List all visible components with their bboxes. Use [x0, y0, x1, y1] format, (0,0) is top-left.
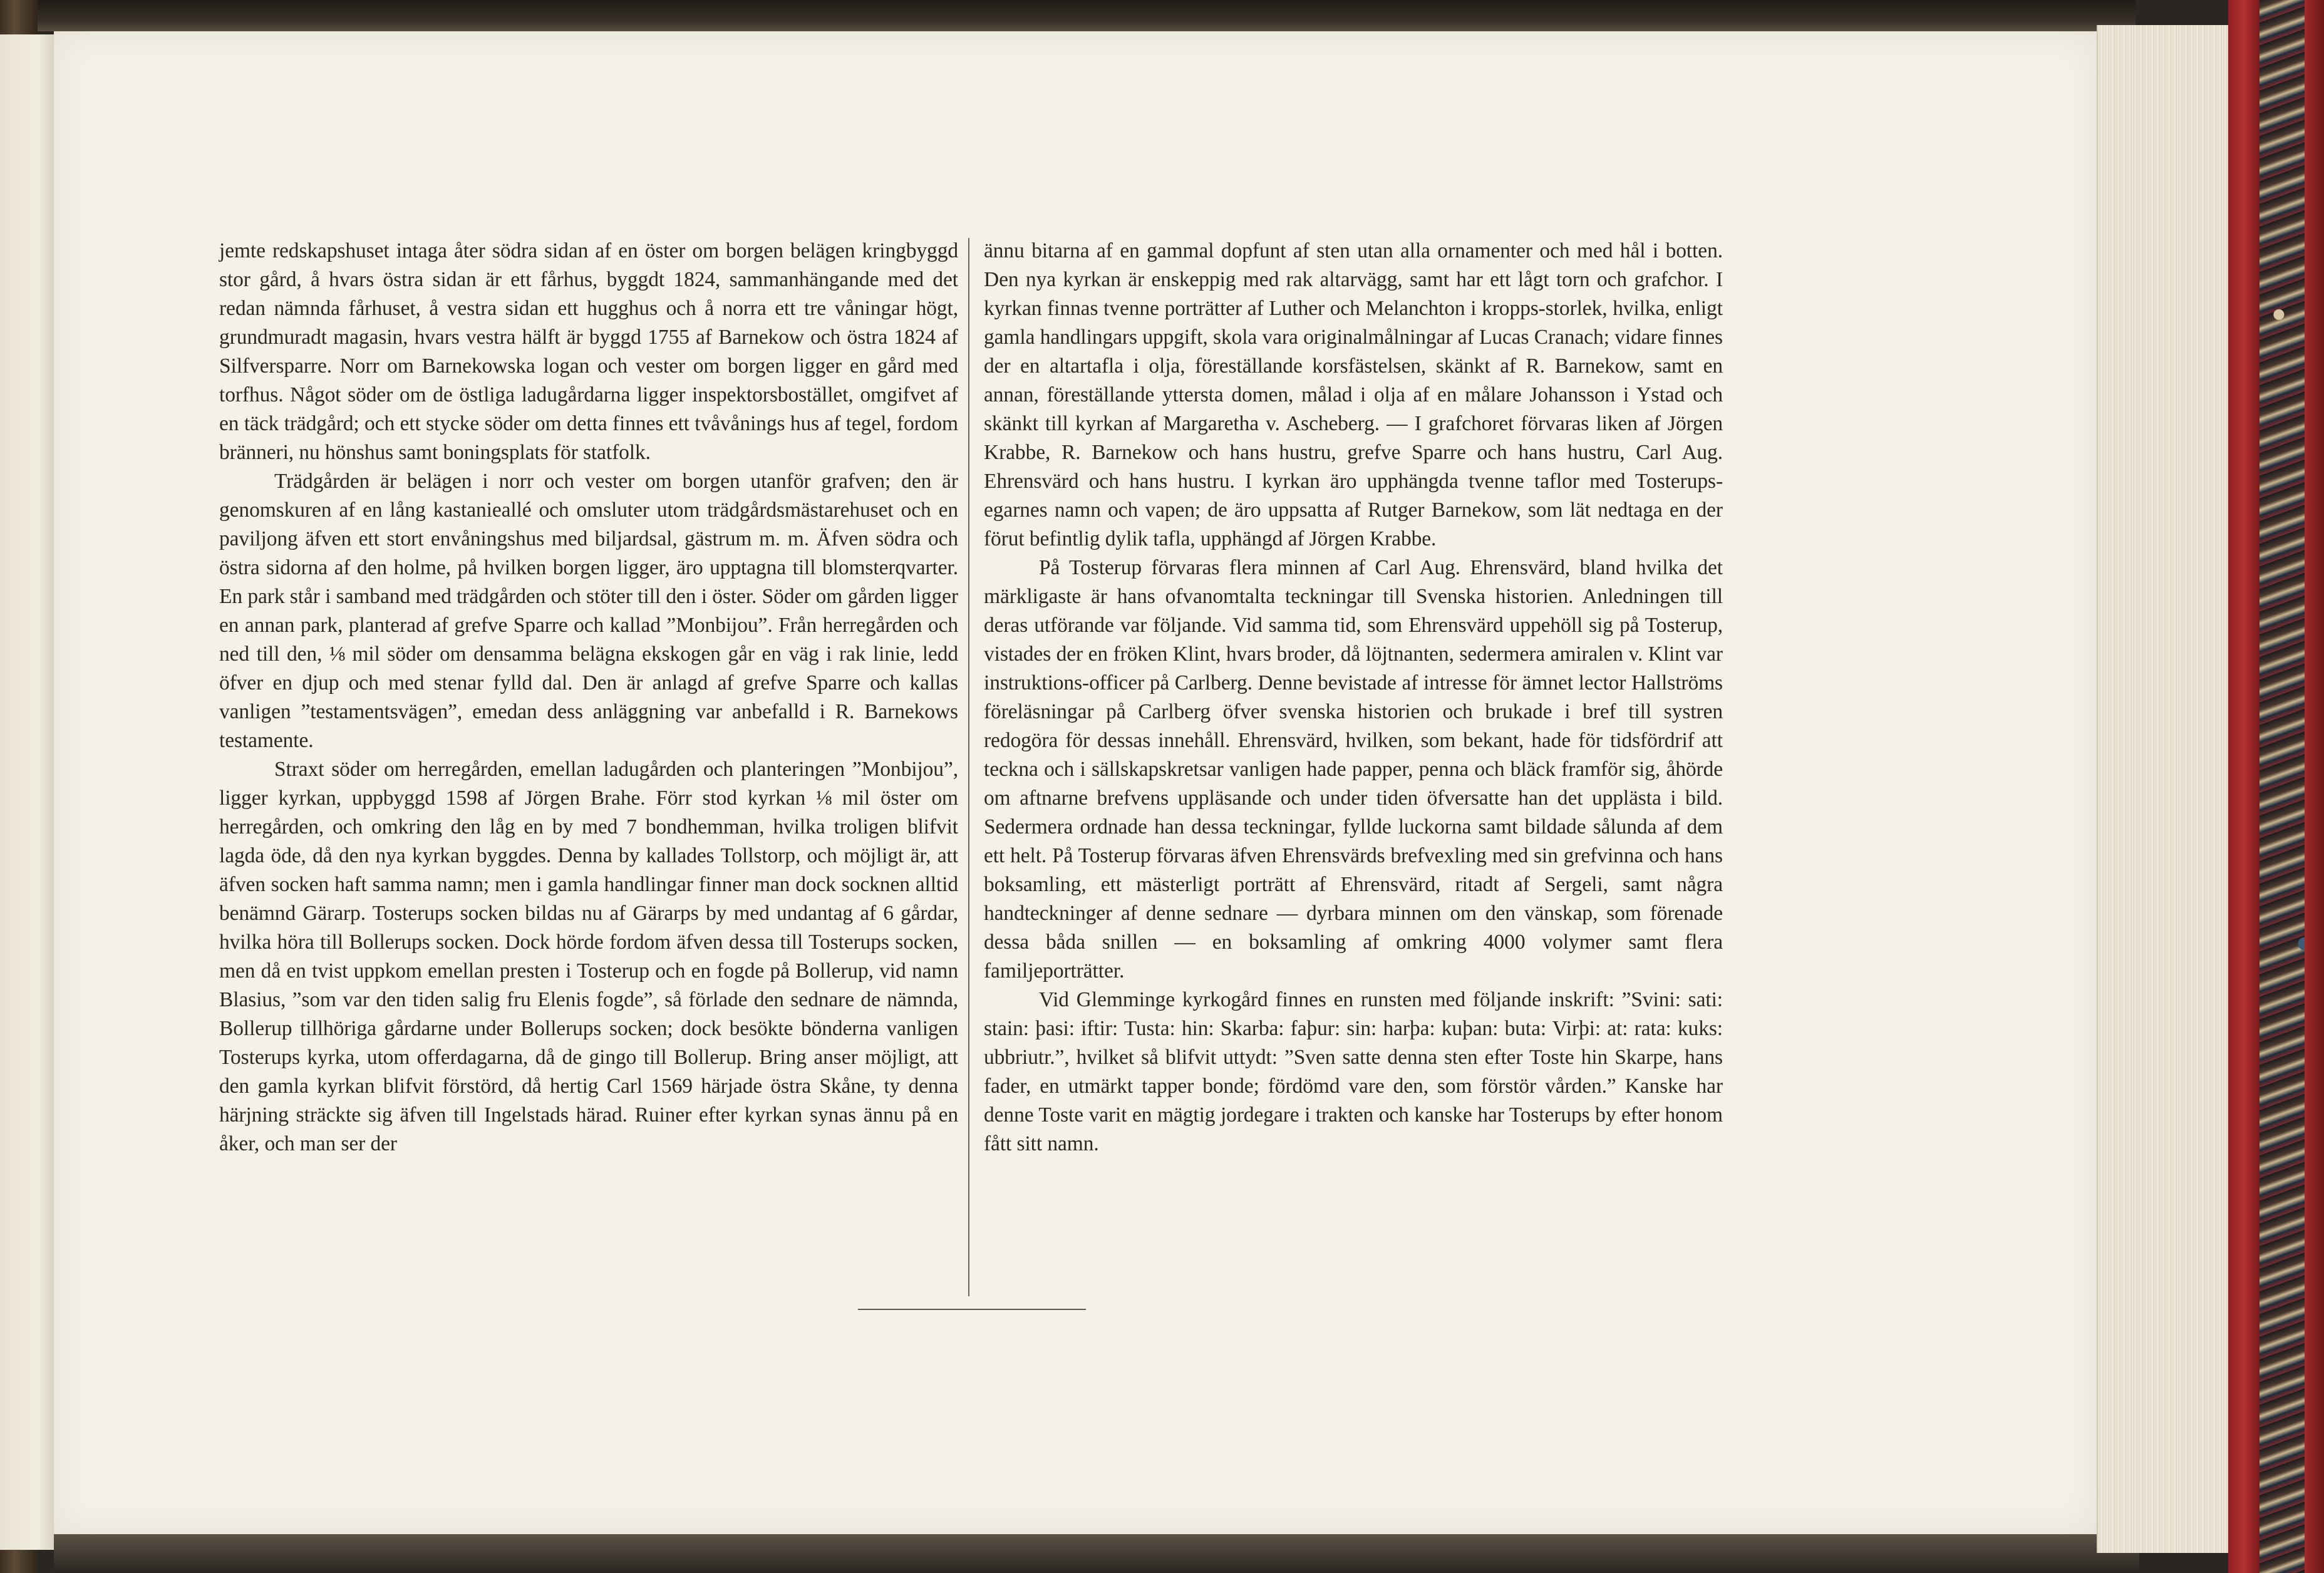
scan-top-border — [38, 0, 2135, 31]
paragraph: Vid Glemminge kyrkogård finnes en runsten med följande inskrift: ”Svini: sati: stain: þasi: iftir: Tusta: hin: Skarba: faþur: sin: harþa: kuþan: buta: Virþi: at: rata: kuks: ubbriutr.”, hvilket så blifvit uttydt: ”Sven satte denna sten efter Toste hin Skarpe, hans fader, en utmärkt tapper bonde; fördömd vare den, som förstör vården.” Kanske har denne Toste varit en mägtig jordegare i trakten och kanske har Tosterups by efter honom fått sitt namn. — [984, 988, 1723, 1155]
left-text-column — [219, 237, 958, 1301]
paragraph: På Tosterup förvaras flera minnen af Carl Aug. Ehrensvärd, bland hvilka det märkligaste är hans ofvanomtalta teckningar till Svenska historien. Anledningen till deras utförande var följande. Vid samma tid, som Ehrensvärd uppehöll sig på Tosterup, vistades der en fröken Klint, hvars broder, då löjtnanten, sedermera amiralen v. Klint var instruktions-officer på Carlberg. Denne bevistade af intresse för ämnet lector Hallströms föreläsningar på Carlberg öfver svenska historien och brukade i bref till systren redogöra för dessas innehåll. Ehrensvärd, hvilken, som bekant, hade för tidsfördrif att teckna och i sällskapskretsar vanligen hade papper, penna och bläck framför sig, åhörde om aftnarne brefvens uppläsande och under tiden öfversatte han det upplästa i bild. Sedermera ordnade han dessa teckningar, fyllde luckorna samt bildade sålunda af dem ett helt. På Tosterup förvaras äfven Ehrensvärds brefvexling med sin grefvinna och hans boksamling, ett mästerligt porträtt af Ehrensvärd, ritadt af Sergeli, samt några handteckninger af denne sednare — dyrbara minnen om den vänskap, som förenade dessa båda snillen — en boksamling af omkring 4000 volymer samt flera familjeporträtter. — [984, 556, 1723, 982]
paragraph: Straxt söder om herregården, emellan ladugården och planteringen ”Monbijou”, ligger kyrkan, uppbyggd 1598 af Jörgen Brahe. Förr stod kyrkan ⅛ mil öster om herregården, och omkring den låg en by med 7 bondhemman, hvilka troligen blifvit lagda öde, då den nya kyrkan byggdes. Denna by kallades Tollstorp, och möjligt är, att äfven socken haft samma namn; men i gamla handlingar finner man dock socknen alltid benämnd Gärarp. Tosterups socken bildas nu af Gärarps by med undantag af 6 gårdar, hvilka höra till Bollerups socken. Dock hörde fordom äfven dessa till Tosterups socken, men då en tvist uppkom emellan presten i Tosterup och en fogde på Bollerup, vid namn Blasius, ”som var den tiden salig fru Elenis fogde”, så förlade den sednare de nämnda, Bollerup tillhöriga gårdarne under Bollerups socken; dock besökte bönderna vanligen Tosterups kyrka, utom offerdagarna, då de gingo till Bollerup. Bring anser möjligt, att den gamla kyrkan blifvit förstörd, då hertig Carl 1569 härjade östra Skåne, ty denna härjning sträckte sig äfven till Ingelstads härad. Ruiner efter kyrkan synas ännu på en åker, och man ser der — [219, 758, 958, 1155]
scan-bottom-border — [54, 1534, 2139, 1573]
paragraph: jemte redskapshuset intaga åter södra sidan af en öster om borgen belägen kringbyggd stor gård, å hvars östra sidan är ett fårhus, byggdt 1824, sammanhängande med det redan nämnda fårhuset, å vestra sidan ett hugghus och å norra ett tre våningar högt, grundmuradt magasin, hvars vestra hälft är byggd 1755 af Barnekow och östra 1824 af Silfversparre. Norr om Barnekowska logan och vester om borgen ligger en gård med torfhus. Något söder om de östliga ladugårdarna ligger inspektorsbostället, omgifvet af en täck trädgård; och ett stycke söder om detta finnes ett tvåvånings hus af tegel, fordom bränneri, nu hönshus samt boningsplats för statfolk. — [219, 239, 958, 464]
column-divider — [968, 238, 969, 1296]
right-text-column — [984, 237, 1723, 1301]
paragraph: Trädgården är belägen i norr och vester om borgen utanför grafven; den är genomskuren af en lång kastanieallé och omsluter utom trädgårdsmästarehuset och en paviljong äfven ett stort envåningshus med biljardsal, gästrum m. m. Äfven södra och östra sidorna af den holme, på hvilken borgen ligger, äro upptagna till blomsterqvarter. En park står i samband med trädgården och stöter till den i öster. Söder om gården ligger en annan park, planterad af grefve Sparre och kallad ”Monbijou”. Från herregården och ned till den, ⅛ mil söder om densamma belägna ekskogen går en väg i rak linie, ledd öfver en djup och med stenar fylld dal. Den är anlagd af grefve Sparre och kallas vanligen ”testamentsvägen”, emedan dess anläggning var anbefalld i R. Barnekows testamente. — [219, 470, 958, 752]
footer-rule — [858, 1309, 1086, 1310]
facing-page-edge — [0, 34, 55, 1550]
book-cover-spine — [2228, 0, 2259, 1573]
page-fore-edge — [2097, 25, 2229, 1553]
book-cover-edge — [2305, 0, 2324, 1573]
paragraph: ännu bitarna af en gammal dopfunt af sten utan alla ornamenter och med hål i botten. Den nya kyrkan är enskeppig med rak altarvägg, samt har ett lågt torn och grafchor. I kyrkan finnas tvenne porträtter af Luther och Melanchton i kropps-storlek, hvilka, enligt gamla handlingars uppgift, skola vara originalmålningar af Lucas Cranach; vidare finnes der en altartafla i olja, föreställande korsfästelsen, skänkt af R. Barnekow, samt en annan, föreställande yttersta domen, målad i olja af en målare Johansson i Ystad och skänkt till kyrkan af Margaretha v. Ascheberg. — I grafchoret förvaras liken af Jörgen Krabbe, R. Barnekow och hans hustru, grefve Sparre och hans hustru, Carl Aug. Ehrensvärd och hans hustru. I kyrkan äro upphängda tvenne taflor med Tosterups-egarnes namn och vapen; de äro uppsatta af Rutger Barnekow, som lät nedtaga en der förut befintlig dylik tafla, upphängd af Jörgen Krabbe. — [984, 239, 1723, 550]
